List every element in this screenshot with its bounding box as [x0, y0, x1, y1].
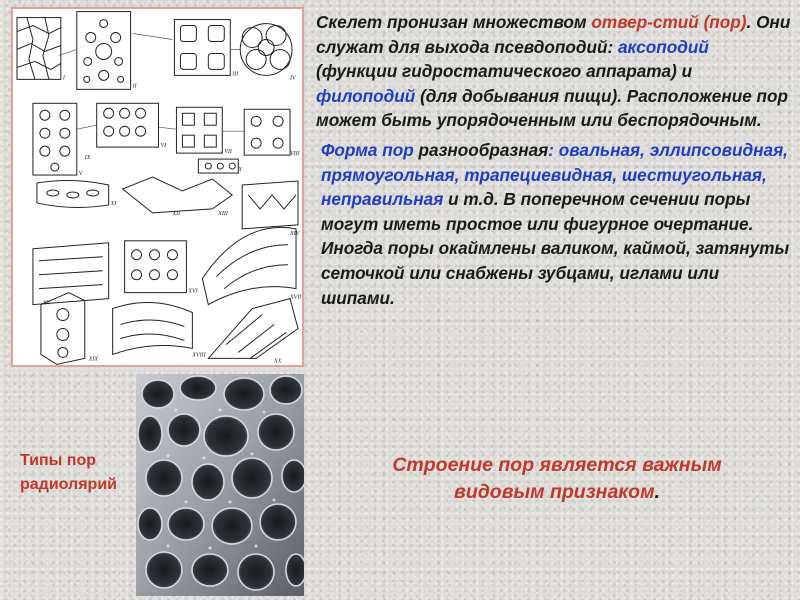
- conclusion-line2: видовым признаком: [454, 481, 655, 503]
- term-openings: отвер-стий: [591, 12, 699, 32]
- term-pore-shape: Форма пор: [321, 139, 414, 160]
- text-hydrostatic: (функции гидростатического аппарата) и: [316, 61, 693, 82]
- sketch-VII: [176, 107, 222, 153]
- numeral-VI: VI: [160, 143, 167, 150]
- sketch-XV-XVIII: [33, 227, 296, 304]
- sketch-VIII: [244, 109, 290, 155]
- numeral-I: I: [62, 75, 65, 82]
- numeral-XIII: XIII: [218, 210, 228, 217]
- figure-caption: Типы пор радиолярий: [20, 452, 117, 493]
- term-shape-list: овальная, эллипсовидная, прямоугольная, трапециевидная, шестиугольная, неправильная: [321, 139, 788, 210]
- numeral-III: III: [232, 71, 239, 78]
- term-pores: (пор): [703, 12, 747, 32]
- sketch-IX-X: [198, 159, 238, 173]
- numeral-XVIII: XVIII: [192, 352, 206, 359]
- pore-sketch-svg: [13, 9, 302, 365]
- skeleton-photo-svg: [136, 374, 304, 596]
- numeral-XVI: XVI: [188, 288, 198, 295]
- numeral-X: X: [238, 167, 242, 174]
- sketch-XIX-XX: [41, 293, 298, 365]
- numeral-XX: XX: [274, 358, 282, 365]
- sketch-VI: [97, 103, 159, 147]
- sketch-III: [174, 20, 230, 76]
- numeral-XI: XI: [110, 200, 117, 207]
- text-diverse: разнообразная: [413, 139, 549, 160]
- numeral-XIX: XIX: [88, 356, 99, 363]
- term-filopodia: филоподий: [316, 85, 416, 106]
- numeral-VIII: VIII: [290, 151, 300, 158]
- sketch-IV: [240, 24, 292, 76]
- numeral-XVII: XVII: [290, 294, 302, 301]
- numeral-VII: VII: [224, 149, 232, 156]
- sketch-V: [33, 103, 77, 175]
- conclusion-period: .: [654, 481, 660, 503]
- text-cross-section: и т.д. В поперечном сечении поры могут иметь простое или фигурное очертание. Иногда поры окаймлены валиком, каймой, затянуты сеточкой или снабжены зубцами, иглами или шипами.: [321, 189, 790, 308]
- conclusion-line1: Строение пор является важным: [392, 454, 722, 476]
- numeral-IX: IX: [84, 155, 91, 162]
- text-colon: :: [548, 139, 559, 160]
- pore-types-diagram: [11, 7, 304, 367]
- paragraph-pores-function: [316, 10, 794, 133]
- sketch-XI-XIV: [37, 177, 298, 229]
- text-pseudopodia: . Они служат для выхода псевдоподий:: [316, 12, 791, 57]
- paragraph-pore-shape: [316, 138, 794, 310]
- numeral-IV: IV: [290, 75, 296, 82]
- sketch-I: [17, 18, 61, 80]
- numeral-XV: XV: [42, 300, 51, 307]
- radiolarian-skeleton-photo: [136, 374, 304, 596]
- conclusion-text: [322, 452, 792, 506]
- main-text: [316, 10, 794, 310]
- sketch-II: [77, 12, 131, 90]
- numeral-XII: XII: [172, 210, 181, 217]
- text-arrangement: (для добывания пищи). Расположение пор может быть упорядоченным или беспорядочным.: [316, 85, 789, 131]
- text-skeleton-intro: Скелет пронизан множеством: [316, 12, 592, 32]
- numeral-V: V: [78, 171, 83, 178]
- numeral-XIV: XIV: [290, 230, 300, 237]
- term-axopodia: аксоподий: [617, 36, 709, 57]
- numeral-II: II: [132, 83, 137, 90]
